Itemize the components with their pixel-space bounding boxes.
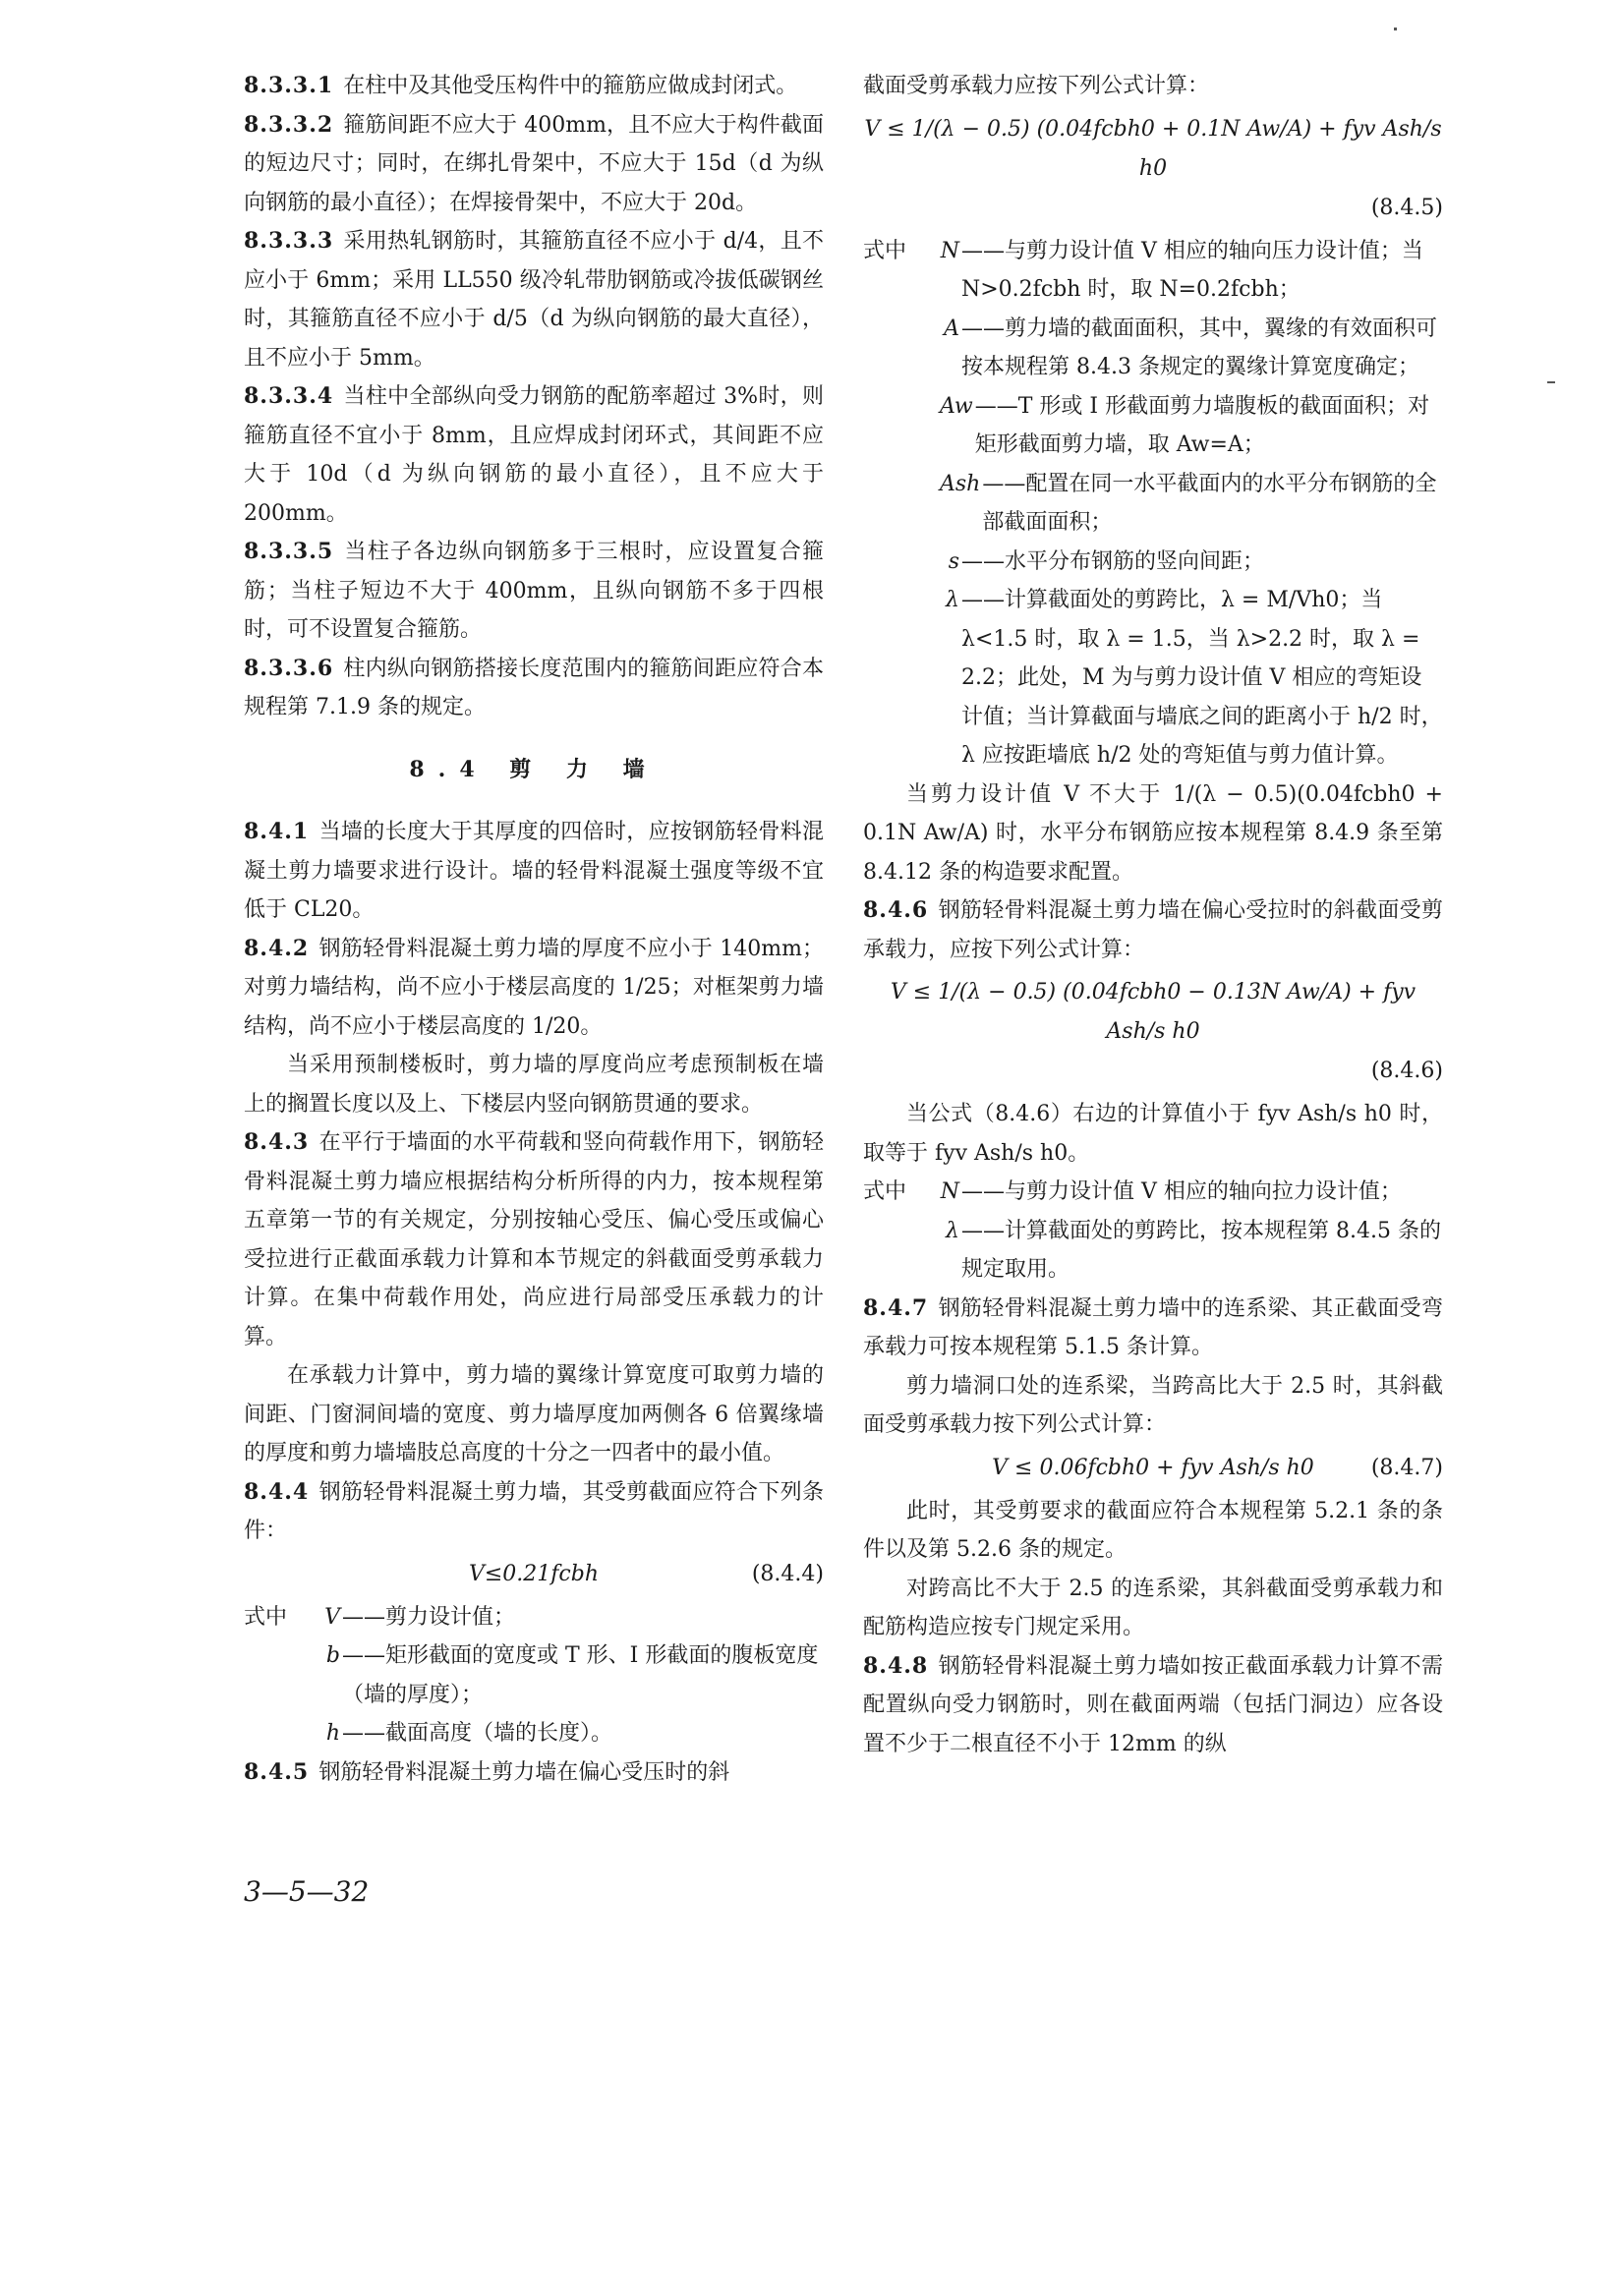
clause-text: 当柱中全部纵向受力钢筋的配筋率超过 3%时，则箍筋直径不宜小于 8mm，且应焊成封闭环式，其间距不应大于 10d（d 为纵向钢筋的最小直径），且不应大于 200mm。: [244, 384, 824, 526]
legend-row: [863, 1173, 1443, 1212]
legend-label: 式中: [863, 238, 907, 263]
clause-8-4-1: [244, 813, 824, 930]
clause-number: 8.3.3.2: [244, 111, 334, 138]
clause-text: 钢筋轻骨料混凝土剪力墙中的连系梁、其正截面受弯承载力可按本规程第 5.1.5 条计算。: [863, 1295, 1443, 1359]
clause-number: 8.4.5: [244, 1758, 310, 1785]
clause-8-3-3-2: [244, 106, 824, 223]
legend-desc: ——计算截面处的剪跨比，λ = M/Vh0；当 λ<1.5 时，取 λ = 1.5，当 λ>2.2 时，取 λ = 2.2；此处，M 为与剪力设计值 V 相应的弯矩设计值；当计算截面与墙底之间的距离小于 h/2 时，λ 应按距墙底 h/2 处的弯矩值与剪力值计算。: [961, 588, 1443, 768]
clause-8-4-3-para: 在承载力计算中，剪力墙的翼缘计算宽度可取剪力墙的间距、门窗洞间墙的宽度、剪力墙厚度加两侧各 6 倍翼缘墙的厚度和剪力墙墙肢总高度的十分之一四者中的最小值。: [244, 1363, 824, 1465]
formula-8-4-7: [863, 1449, 1443, 1488]
legend-label: 式中: [863, 1179, 907, 1204]
formula-8-4-5: [863, 110, 1443, 228]
clause-text: 在平行于墙面的水平荷载和竖向荷载作用下，钢筋轻骨料混凝土剪力墙应根据结构分析所得的内力，按本规程第五章第一节的有关规定，分别按轴心受压、偏心受压或偏心受拉进行正截面承载力计算和本节规定的斜截面受剪承载力计算。在集中荷载作用处，尚应进行局部受压承载力的计算。: [244, 1130, 824, 1349]
legend-8-4-5: [863, 232, 1443, 775]
clause-text: 柱内纵向钢筋搭接长度范围内的箍筋间距应符合本规程第 7.1.9 条的规定。: [244, 656, 824, 719]
legend-row: [244, 1636, 824, 1714]
legend-8-4-4: [244, 1598, 824, 1753]
legend-desc: ——计算截面处的剪跨比，按本规程第 8.4.5 条的规定取用。: [961, 1218, 1441, 1282]
legend-symbol: λ: [946, 588, 959, 612]
clause-8-4-5: [244, 1753, 824, 1793]
clause-text: 钢筋轻骨料混凝土剪力墙如按正截面承载力计算不需配置纵向受力钢筋时，则在截面两端（包括门洞边）应各设置不少于二根直径不小于 12mm 的纵: [863, 1653, 1443, 1756]
right-column: [863, 67, 1443, 1763]
clause-8-3-3-4: [244, 377, 824, 533]
clause-8-4-7: [863, 1290, 1443, 1367]
legend-symbol: h: [325, 1721, 340, 1746]
clause-8-4-7-para: 此时，其受剪要求的截面应符合本规程第 5.2.1 条的条件以及第 5.2.6 条的规定。: [863, 1498, 1443, 1562]
clause-text: 采用热轧钢筋时，其箍筋直径不应小于 d/4，且不应小于 6mm；采用 LL550 级冷轧带肋钢筋或冷拔低碳钢丝时，其箍筋直径不应小于 d/5（d 为纵向钢筋的最大直径），且不应小于 5mm。: [244, 229, 824, 371]
legend-symbol: Aw: [940, 393, 973, 419]
formula-number: (8.4.4): [751, 1561, 824, 1586]
formula-expression: V ≤ 0.06fcbh0 + fyv Ash/s h0: [992, 1455, 1314, 1480]
clause-8-3-3-5: [244, 533, 824, 650]
legend-symbol: A: [944, 316, 959, 341]
legend-row: [244, 1598, 824, 1637]
formula-expression: V ≤ 1/(λ − 0.5) (0.04fcbh0 − 0.13N Aw/A) + fyv Ash/s h0: [890, 980, 1417, 1044]
clause-number: 8.4.2: [244, 935, 310, 961]
clause-text: 箍筋间距不应大于 400mm，且不应大于构件截面的短边尺寸；同时，在绑扎骨架中，不应大于 15d（d 为纵向钢筋的最小直径）；在焊接骨架中，不应大于 20d。: [244, 112, 824, 215]
clause-text: 钢筋轻骨料混凝土剪力墙在偏心受压时的斜: [318, 1759, 730, 1785]
legend-symbol: N: [940, 1179, 959, 1204]
legend-symbol: Ash: [940, 471, 981, 496]
clause-text: 在柱中及其他受压构件中的箍筋应做成封闭式。: [343, 74, 798, 98]
clause-8-4-5-cont: 截面受剪承载力应按下列公式计算：: [863, 74, 1210, 98]
clause-number: 8.3.3.6: [244, 655, 334, 681]
clause-8-3-3-3: [244, 222, 824, 377]
clause-number: 8.4.3: [244, 1129, 310, 1155]
clause-text: 当墙的长度大于其厚度的四倍时，应按钢筋轻骨料混凝土剪力墙要求进行设计。墙的轻骨料混凝土强度等级不宜低于 CL20。: [244, 820, 824, 922]
left-column: [244, 67, 824, 1792]
legend-desc: ——剪力设计值；: [342, 1604, 516, 1630]
clause-number: 8.3.3.3: [244, 228, 334, 254]
clause-text: 钢筋轻骨料混凝土剪力墙在偏心受拉时的斜截面受剪承载力，应按下列公式计算：: [863, 898, 1443, 962]
legend-symbol: b: [325, 1643, 340, 1668]
clause-8-4-7-para: 对跨高比不大于 2.5 的连系梁，其斜截面受剪承载力和配筋构造应按专门规定采用。: [863, 1576, 1443, 1639]
clause-number: 8.4.1: [244, 819, 310, 844]
clause-8-4-7-para: 剪力墙洞口处的连系梁，当跨高比大于 2.5 时，其斜截面受剪承载力按下列公式计算：: [863, 1373, 1443, 1437]
clause-number: 8.4.4: [244, 1478, 310, 1505]
scan-speck: [1394, 28, 1397, 30]
legend-symbol: λ: [946, 1218, 959, 1243]
legend-symbol: V: [324, 1604, 340, 1630]
formula-8-4-4: [244, 1555, 824, 1594]
legend-label: 式中: [244, 1604, 288, 1630]
legend-desc: ——与剪力设计值 V 相应的轴向拉力设计值；: [961, 1179, 1402, 1204]
clause-number: 8.4.7: [863, 1294, 929, 1321]
clause-text: 当柱子各边纵向钢筋多于三根时，应设置复合箍筋；当柱子短边不大于 400mm，且纵向钢筋不多于四根时，可不设置复合箍筋。: [244, 540, 824, 642]
legend-desc: ——T 形或 I 形截面剪力墙腹板的截面面积；对矩形截面剪力墙，取 Aw=A；: [974, 393, 1430, 457]
legend-desc: ——水平分布钢筋的竖向间距；: [961, 548, 1265, 574]
clause-8-4-2: [244, 930, 824, 1047]
clause-8-4-8: [863, 1647, 1443, 1764]
section-title: 8.4 剪 力 墙: [409, 756, 659, 782]
clause-text: 钢筋轻骨料混凝土剪力墙的厚度不应小于 140mm；对剪力墙结构，尚不应小于楼层高度的 1/25；对框架剪力墙结构，尚不应小于楼层高度的 1/20。: [244, 936, 824, 1039]
legend-desc: ——配置在同一水平截面内的水平分布钢筋的全部截面面积；: [982, 471, 1437, 535]
legend-symbol: N: [940, 238, 959, 263]
legend-8-4-6: [863, 1173, 1443, 1290]
legend-desc: ——矩形截面的宽度或 T 形、I 形截面的腹板宽度（墙的厚度）；: [342, 1643, 819, 1707]
clause-8-4-2-para: 当采用预制楼板时，剪力墙的厚度尚应考虑预制板在墙上的搁置长度以及上、下楼层内竖向钢筋贯通的要求。: [244, 1053, 824, 1117]
formula-number: (8.4.7): [1370, 1455, 1443, 1480]
clause-8-4-4: [244, 1473, 824, 1551]
formula-8-4-6: [863, 973, 1443, 1091]
clause-number: 8.3.3.4: [244, 383, 334, 409]
formula-expression: V≤0.21fcbh: [468, 1561, 600, 1586]
legend-desc: ——截面高度（墙的长度）。: [342, 1721, 613, 1746]
legend-desc: ——与剪力设计值 V 相应的轴向压力设计值；当 N>0.2fcbh 时，取 N=0.2fcbh；: [961, 238, 1423, 302]
legend-row: [863, 232, 1443, 310]
formula-expression: V ≤ 1/(λ − 0.5) (0.04fcbh0 + 0.1N Aw/A) + fyv Ash/s h0: [864, 116, 1442, 181]
clause-number: 8.4.8: [863, 1652, 929, 1679]
legend-desc: ——剪力墙的截面面积，其中，翼缘的有效面积可按本规程第 8.4.3 条规定的翼缘计算宽度确定；: [961, 316, 1438, 379]
legend-row: [863, 465, 1443, 543]
clause-number: 8.4.6: [863, 897, 929, 923]
legend-row: [863, 387, 1443, 465]
legend-symbol: s: [948, 548, 959, 574]
formula-number: (8.4.5): [1370, 195, 1443, 220]
page-number: 3—5—32: [244, 1875, 370, 1908]
legend-row: [863, 310, 1443, 387]
formula-number: (8.4.6): [1370, 1059, 1443, 1083]
legend-row: [863, 1212, 1443, 1290]
clause-8-4-6-extra: 当公式（8.4.6）右边的计算值小于 fyv Ash/s h0 时，取等于 fyv Ash/s h0。: [863, 1102, 1443, 1166]
clause-8-3-3-1: [244, 67, 824, 106]
clause-number: 8.3.3.5: [244, 539, 334, 564]
clause-number: 8.3.3.1: [244, 73, 334, 98]
legend-row: [244, 1714, 824, 1753]
clause-8-4-3: [244, 1123, 824, 1356]
scan-speck: [1547, 381, 1555, 383]
clause-8-4-6: [863, 891, 1443, 969]
legend-row: [863, 581, 1443, 775]
legend-row: [863, 543, 1443, 582]
clause-8-3-3-6: [244, 650, 824, 727]
clause-8-4-5-extra: 当剪力设计值 V 不大于 1/(λ − 0.5)(0.04fcbh0 + 0.1N Aw/A) 时，水平分布钢筋应按本规程第 8.4.9 条至第 8.4.12 条的构造要求配置。: [863, 781, 1443, 885]
clause-text: 钢筋轻骨料混凝土剪力墙，其受剪截面应符合下列条件：: [244, 1479, 824, 1543]
